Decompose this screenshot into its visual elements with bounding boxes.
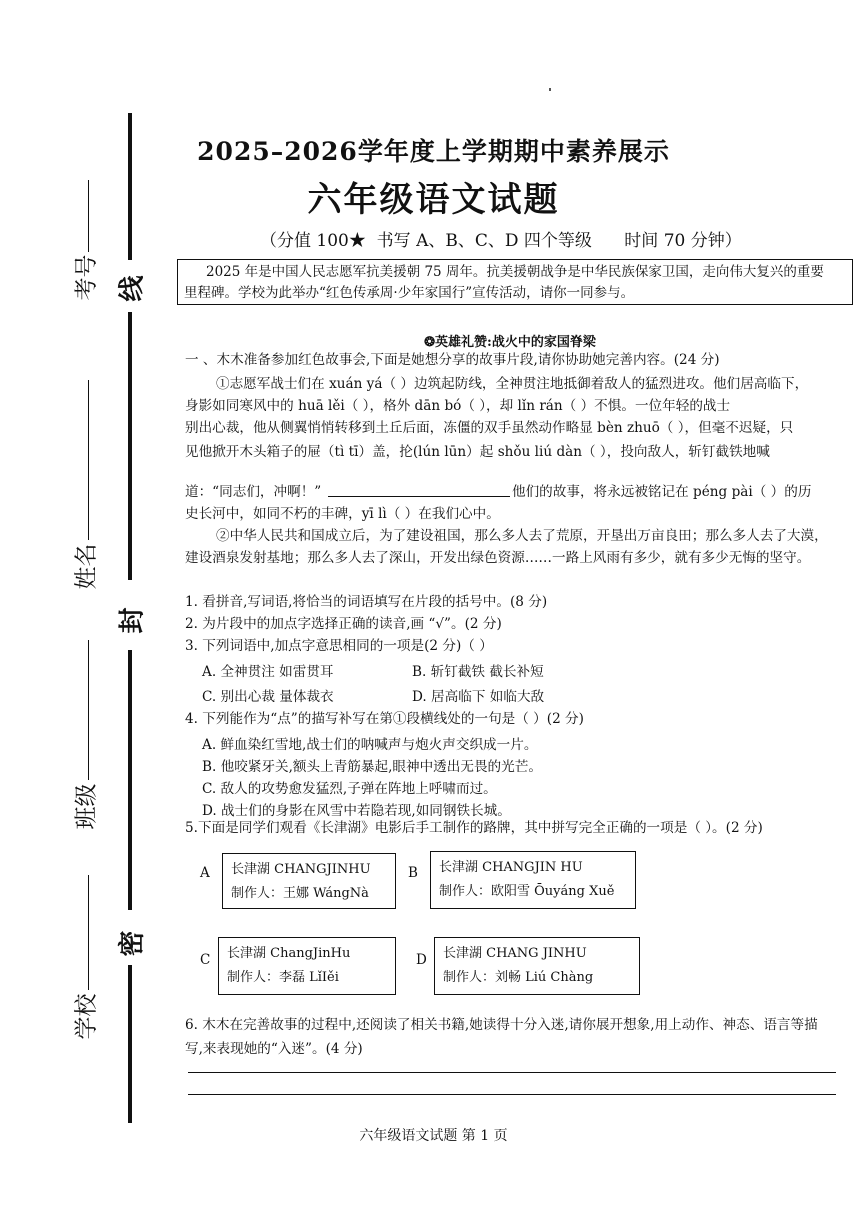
q4-option-a[interactable]: A. 鲜血染红雪地,战士们的呐喊声与炮火声交织成一片。: [202, 737, 538, 753]
question-2: 2. 为片段中的加点字选择正确的读音,画 “√”。(2 分): [185, 616, 502, 632]
question-5: 5.下面是同学们观看《长津湖》电影后手工制作的路牌，其中拼写完全正确的一项是（ ）。(2 分): [185, 820, 763, 836]
answer-line-1[interactable]: [188, 1072, 836, 1073]
exam-title-line1: 2025–2026学年度上学期期中素养展示: [197, 137, 670, 166]
passage-p1-line4: 见他掀开木头箱子的屉（tì tī）盖，抡(lún lūn）起 shǒu liú dàn（ ），投向敌人，斩钉截铁地喊: [185, 444, 770, 460]
exam-title-line2: 六年级语文试题: [307, 180, 560, 220]
passage-p1-line2: 身影如同寒风中的 huā lěi（ ），格外 dān bó（ ），却 lǐn rán（ ）不惧。一位年轻的战士: [185, 398, 731, 414]
passage-p1-line1: ①志愿军战士们在 xuán yá（ ）边筑起防线，全神贯注地抵御着敌人的猛烈进攻。他们居高临下，: [216, 376, 809, 392]
q4-option-d[interactable]: D. 战士们的身影在风雪中若隐若现,如同钢铁长城。: [202, 803, 511, 819]
q5-card-a-letter: A: [200, 865, 210, 881]
binding-bar-middle2: [128, 650, 132, 910]
q3-option-b[interactable]: B. 斩钉截铁 截长补短: [412, 664, 544, 680]
seal-mi: 密: [117, 930, 148, 957]
q3-option-d[interactable]: D. 居高临下 如临大敌: [412, 689, 545, 705]
q4-option-c[interactable]: C. 敌人的攻势愈发猛烈,子弹在阵地上呼啸而过。: [202, 781, 497, 797]
q5-card-d[interactable]: [434, 937, 640, 995]
class-field[interactable]: [88, 640, 89, 780]
q5-card-a[interactable]: [222, 853, 396, 909]
answer-line-2[interactable]: [188, 1094, 836, 1095]
intro-line1: 2025 年是中国人民志愿军抗美援朝 75 周年。抗美援朝战争是中华民族保家卫国，走向伟大复兴的重要: [206, 264, 824, 280]
question-4: 4. 下列能作为“点”的描写补写在第①段横线处的一句是（ ）(2 分): [185, 711, 584, 727]
binding-bar-bottom: [128, 965, 132, 1123]
q5-card-d-line2: 制作人：刘畅 Liú Chàng: [443, 970, 594, 985]
passage-p2-line1: ②中华人民共和国成立后，为了建设祖国，那么多人去了荒原，开垦出万亩良田；那么多人去了大漠，: [216, 528, 828, 544]
passage-p1-line6: 史长河中，如同不朽的丰碑，yī lì（ ）在我们心中。: [185, 506, 500, 522]
q5-card-d-letter: D: [416, 952, 427, 968]
passage-blank-line[interactable]: [328, 496, 510, 497]
exam-number-label: 考号: [73, 254, 100, 301]
q3-option-c[interactable]: C. 别出心裁 量体裁衣: [202, 689, 334, 705]
q5-card-c-letter: C: [200, 952, 211, 968]
q5-card-c[interactable]: [218, 937, 396, 995]
section-title: ❂英雄礼赞:战火中的家国脊梁: [424, 335, 596, 350]
name-label: 姓名: [73, 543, 100, 590]
passage-p1-line5: 道：“同志们，冲啊！”: [185, 484, 322, 500]
q3-option-a[interactable]: A. 全神贯注 如雷贯耳: [202, 664, 334, 680]
question-1: 1. 看拼音,写词语,将恰当的词语填写在片段的括号中。(8 分): [185, 594, 548, 610]
school-label: 学校: [73, 993, 100, 1040]
class-label: 班级: [73, 783, 100, 830]
page-footer: 六年级语文试题 第 1 页: [359, 1128, 508, 1144]
passage-p2-line2: 建设酒泉发射基地；那么多人去了深山，开发出绿色资源……一路上风雨有多少，就有多少无悔的坚守。: [185, 550, 811, 566]
seal-xian: 线: [117, 275, 148, 302]
q5-card-b-line1: 长津湖 CHANGJIN HU: [439, 860, 583, 875]
intro-line2: 里程碑。学校为此举办“红色传承周·少年家国行”宣传活动，请你一同参与。: [184, 285, 635, 301]
question-3: 3. 下列词语中,加点字意思相同的一项是(2 分)（ ）: [185, 638, 493, 654]
q5-card-b-line2: 制作人：欧阳雪 Ōuyáng Xuě: [439, 884, 615, 899]
intro-box: [177, 259, 853, 305]
q5-card-b-letter: B: [408, 865, 418, 881]
name-field[interactable]: [88, 380, 89, 540]
q5-card-c-line1: 长津湖 ChangJinHu: [227, 946, 351, 961]
q5-card-c-line2: 制作人：李磊 LǐIěi: [227, 970, 339, 985]
seal-feng: 封: [117, 607, 148, 634]
q5-card-d-line1: 长津湖 CHANG JINHU: [443, 946, 587, 961]
question-6-line1: 6. 木木在完善故事的过程中,还阅读了相关书籍,她读得十分入迷,请你展开想象,用上动作、神态、语言等描: [185, 1017, 818, 1033]
q5-card-b[interactable]: [430, 851, 636, 909]
binding-bar-middle1: [128, 312, 132, 580]
question-1-intro: 一 、木木准备参加红色故事会,下面是她想分享的故事片段,请你协助她完善内容。(24 分): [185, 352, 720, 368]
school-field[interactable]: [88, 875, 89, 990]
passage-p1-line3: 别出心裁，他从侧翼悄悄转移到土丘后面，冻僵的双手虽然动作略显 bèn zhuō（ ），但毫不迟疑，只: [185, 420, 794, 436]
top-dot: [549, 88, 551, 91]
exam-subtitle: （分值 100★ 书写 A、B、C、D 四个等级 时间 70 分钟）: [260, 231, 742, 251]
q4-option-b[interactable]: B. 他咬紧牙关,额头上青筋暴起,眼神中透出无畏的光芒。: [202, 759, 542, 775]
q5-card-a-line2: 制作人：王娜 WángNà: [231, 886, 369, 901]
q5-card-a-line1: 长津湖 CHANGJINHU: [231, 862, 371, 877]
question-6-line2: 写,来表现她的“入迷”。(4 分): [185, 1041, 363, 1057]
passage-p1-line5b: 他们的故事，将永远被铭记在 péng pài（ ）的历: [512, 484, 812, 500]
